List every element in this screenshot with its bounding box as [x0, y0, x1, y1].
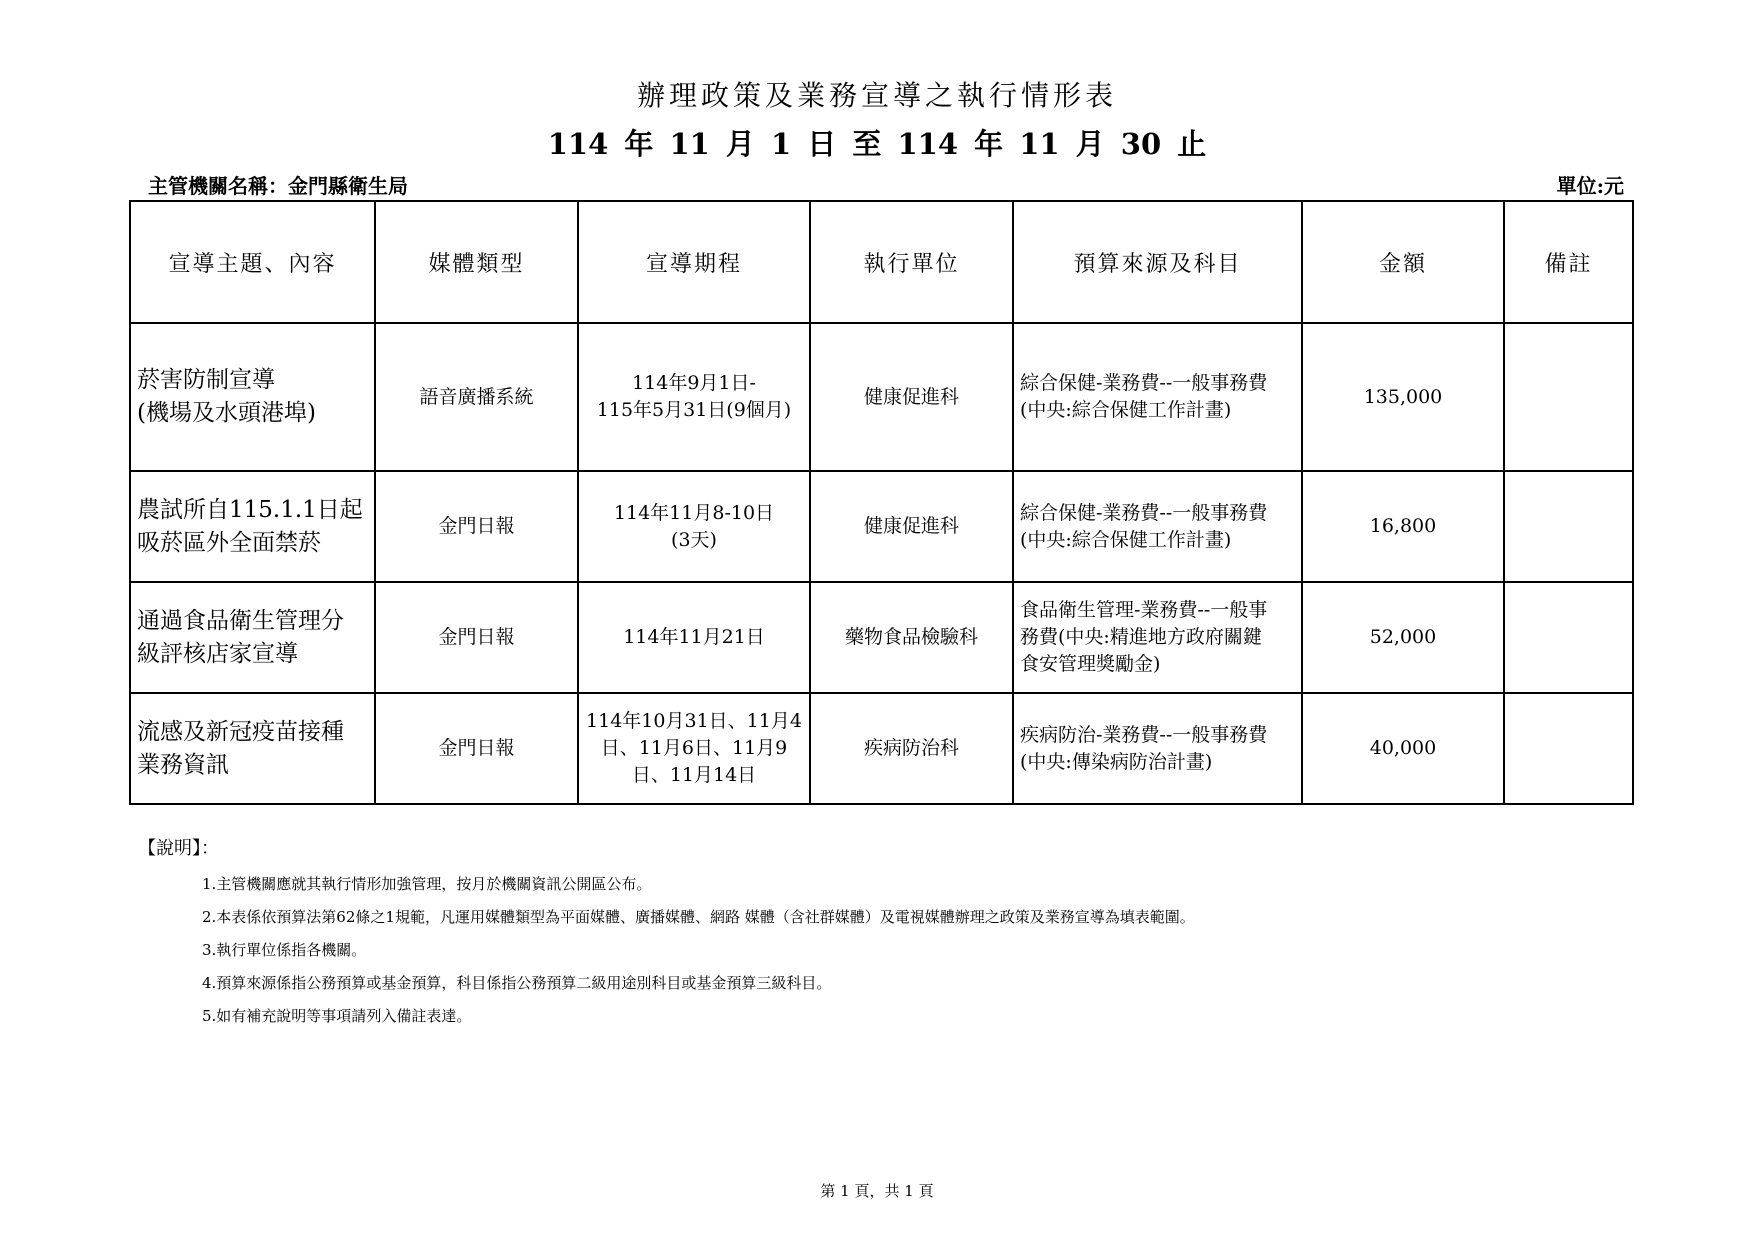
- cell-amount: 16,800: [1302, 471, 1504, 582]
- note-item: 3.執行單位係指各機關。: [202, 941, 367, 959]
- page-title: 辦理政策及業務宣導之執行情形表: [636, 79, 1117, 112]
- note-item: 1.主管機關應就其執行情形加強管理，按月於機關資訊公開區公布。: [202, 875, 652, 893]
- header-amount: 金額: [1302, 201, 1504, 323]
- agency-label: 主管機關名稱：金門縣衛生局: [148, 174, 408, 198]
- cell-unit: 藥物食品檢驗科: [810, 582, 1013, 693]
- execution-table: [129, 200, 1634, 805]
- cell-budget: 綜合保健-業務費--一般事務費 (中央:綜合保健工作計畫): [1013, 323, 1302, 471]
- cell-amount: 52,000: [1302, 582, 1504, 693]
- cell-period: 114年11月8-10日 (3天): [578, 471, 810, 582]
- cell-budget: 疾病防治-業務費--一般事務費 (中央:傳染病防治計畫): [1013, 693, 1302, 804]
- cell-remark: [1504, 693, 1633, 804]
- table-row: [130, 582, 1633, 693]
- cell-remark: [1504, 582, 1633, 693]
- page-footer: 第 1 頁，共 1 頁: [820, 1182, 934, 1200]
- notes-heading: 【說明】：: [138, 838, 219, 859]
- header-period: 宣導期程: [578, 201, 810, 323]
- cell-topic: 菸害防制宣導 (機場及水頭港埠): [130, 323, 375, 471]
- note-item: 5.如有補充說明等事項請列入備註表達。: [202, 1007, 472, 1025]
- note-item: 2.本表係依預算法第62條之1規範，凡運用媒體類型為平面媒體、廣播媒體、網路 媒體（含社群媒體）及電視媒體辦理之政策及業務宣導為填表範圍。: [202, 908, 1195, 926]
- header-remark: 備註: [1504, 201, 1633, 323]
- cell-topic: 通過食品衛生管理分 級評核店家宣導: [130, 582, 375, 693]
- cell-unit: 健康促進科: [810, 471, 1013, 582]
- header-unit: 執行單位: [810, 201, 1013, 323]
- cell-media: 金門日報: [375, 693, 578, 804]
- cell-topic: 流感及新冠疫苗接種 業務資訊: [130, 693, 375, 804]
- cell-topic: 農試所自115.1.1日起 吸菸區外全面禁菸: [130, 471, 375, 582]
- cell-remark: [1504, 323, 1633, 471]
- cell-period: 114年11月21日: [578, 582, 810, 693]
- table-row: [130, 693, 1633, 804]
- cell-period: 114年10月31日、11月4 日、11月6日、11月9 日、11月14日: [578, 693, 810, 804]
- period-subtitle: 114 年 11 月 1 日 至 114 年 11 月 30 止: [547, 127, 1207, 161]
- cell-unit: 健康促進科: [810, 323, 1013, 471]
- cell-amount: 135,000: [1302, 323, 1504, 471]
- cell-media: 語音廣播系統: [375, 323, 578, 471]
- header-media: 媒體類型: [375, 201, 578, 323]
- cell-remark: [1504, 471, 1633, 582]
- table-row: [130, 323, 1633, 471]
- note-item: 4.預算來源係指公務預算或基金預算，科目係指公務預算二級用途別科目或基金預算三級科目。: [202, 974, 832, 992]
- notes-list: [202, 868, 1195, 1033]
- cell-media: 金門日報: [375, 582, 578, 693]
- cell-budget: 食品衛生管理-業務費--一般事 務費(中央:精進地方政府關鍵 食安管理獎勵金): [1013, 582, 1302, 693]
- unit-label: 單位:元: [1556, 174, 1624, 198]
- header-budget: 預算來源及科目: [1013, 201, 1302, 323]
- cell-period: 114年9月1日- 115年5月31日(9個月): [578, 323, 810, 471]
- table-row: [130, 471, 1633, 582]
- table-header-row: [130, 201, 1633, 323]
- cell-unit: 疾病防治科: [810, 693, 1013, 804]
- header-topic: 宣導主題、內容: [130, 201, 375, 323]
- cell-budget: 綜合保健-業務費--一般事務費 (中央:綜合保健工作計畫): [1013, 471, 1302, 582]
- cell-amount: 40,000: [1302, 693, 1504, 804]
- cell-media: 金門日報: [375, 471, 578, 582]
